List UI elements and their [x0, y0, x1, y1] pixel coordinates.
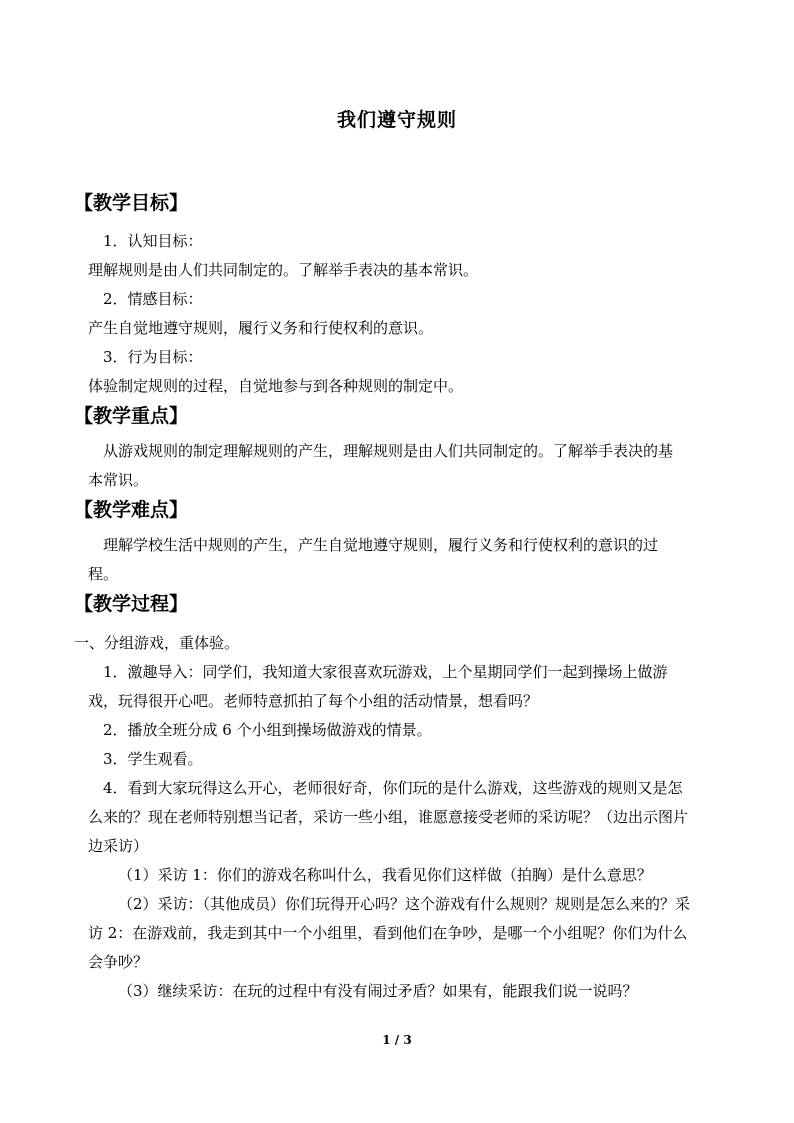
difficulty-line-2: 程。	[88, 565, 119, 583]
process-step-4-line-1: 4．看到大家玩得这么开心，老师很好奇，你们玩的是什么游戏，这些游戏的规则又是怎	[103, 779, 683, 797]
interview-3: （3）继续采访：在玩的过程中有没有闹过矛盾？如果有，能跟我们说一说吗？	[118, 982, 638, 1000]
page-number: 1 / 3	[382, 1033, 412, 1047]
goal-item-1-text: 理解规则是由人们共同制定的。了解举手表决的基本常识。	[88, 261, 479, 279]
focus-line-2: 本常识。	[88, 471, 149, 489]
document-body	[74, 188, 718, 1006]
process-step-1-line-1: 1．激趣导入：同学们，我知道大家很喜欢玩游戏，上个星期同学们一起到操场上做游	[103, 663, 668, 681]
interview-2-line-3: 会争吵？	[88, 953, 149, 971]
difficulty-line-1: 理解学校生活中规则的产生，产生自觉地遵守规则，履行义务和行使权利的意识的过	[103, 536, 659, 554]
section-heading-focus: 【教学重点】	[74, 405, 189, 427]
process-step-4-line-3: 边采访）	[88, 837, 149, 855]
interview-1: （1）采访 1：你们的游戏名称叫什么，我看见你们这样做（拍胸）是什么意思？	[118, 866, 652, 884]
section-heading-difficulty: 【教学难点】	[74, 499, 189, 521]
interview-2-line-1: （2）采访：（其他成员）你们玩得开心吗？这个游戏有什么规则？规则是怎么来的？采	[118, 895, 691, 913]
process-step-1-line-2: 戏，玩得很开心吧。老师特意抓拍了每个小组的活动情景，想看吗？	[88, 692, 539, 710]
goal-item-3-label: 3．行为目标：	[103, 348, 203, 366]
process-part-1: 一、分组游戏，重体验。	[74, 634, 240, 652]
document-title: 我们遵守规则	[336, 109, 457, 131]
goal-item-3-text: 体验制定规则的过程，自觉地参与到各种规则的制定中。	[88, 377, 464, 395]
goal-item-2-text: 产生自觉地遵守规则，履行义务和行使权利的意识。	[88, 319, 434, 337]
focus-line-1: 从游戏规则的制定理解规则的产生，理解规则是由人们共同制定的。了解举手表决的基	[103, 442, 674, 460]
section-heading-goals: 【教学目标】	[74, 192, 189, 214]
process-step-2: 2．播放全班分成 6 个小组到操场做游戏的情景。	[103, 721, 432, 739]
interview-2-line-2: 访 2：在游戏前，我走到其中一个小组里，看到他们在争吵，是哪一个小组呢？你们为什么	[88, 924, 688, 942]
goal-item-2-label: 2．情感目标：	[103, 290, 203, 308]
process-step-3: 3．学生观看。	[103, 750, 203, 768]
process-step-4-line-2: 么来的？现在老师特别想当记者，采访一些小组，谁愿意接受老师的采访呢？（边出示图片	[88, 808, 689, 826]
goal-item-1-label: 1．认知目标：	[103, 232, 203, 250]
section-heading-process: 【教学过程】	[74, 593, 189, 615]
